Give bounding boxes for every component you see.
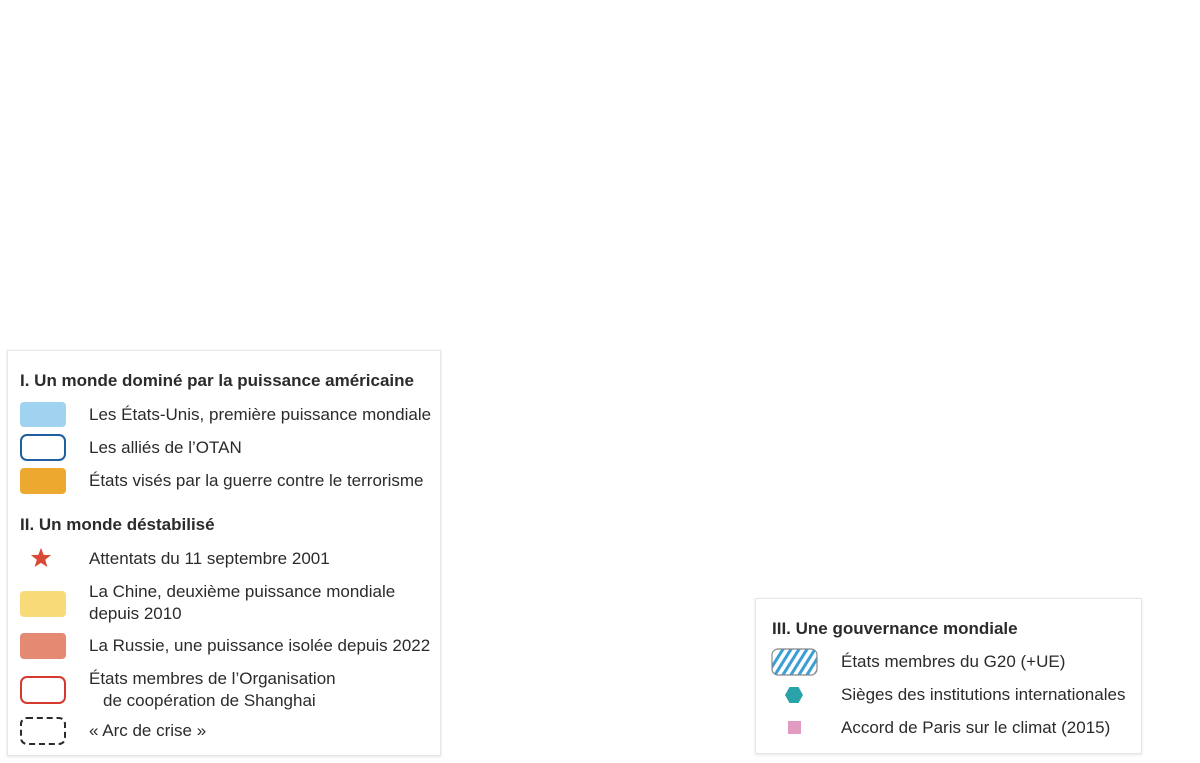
pink-square-icon xyxy=(788,721,801,734)
red-outline-swatch xyxy=(20,676,66,704)
legend-label-g20: États membres du G20 (+UE) xyxy=(841,652,1066,671)
legend-label-usa: Les États-Unis, première puissance mondiale xyxy=(89,405,432,424)
legend-panel-left xyxy=(7,350,441,756)
legend-label-sco-line1: États membres de l’Organisation xyxy=(89,669,336,688)
section-title-2: II. Un monde déstabilisé xyxy=(20,515,215,534)
yellow-fill-swatch xyxy=(20,591,66,617)
legend-label-sept11: Attentats du 11 septembre 2001 xyxy=(89,549,330,568)
blue-outline-swatch xyxy=(20,434,66,461)
orange-fill-swatch xyxy=(20,468,66,494)
legend-panel-right xyxy=(755,598,1142,754)
legend-label-arc: « Arc de crise » xyxy=(89,721,207,740)
red-star-icon xyxy=(30,547,52,569)
legend-label-terrorism: États visés par la guerre contre le terrorisme xyxy=(89,471,424,490)
dashed-outline-swatch xyxy=(20,717,66,745)
legend-label-institutions: Sièges des institutions internationales xyxy=(841,685,1126,704)
legend-label-china-line1: La Chine, deuxième puissance mondiale xyxy=(89,582,396,601)
section-title-3: III. Une gouvernance mondiale xyxy=(772,619,1018,638)
legend-label-china-line2: depuis 2010 xyxy=(89,604,182,623)
legend-label-paris: Accord de Paris sur le climat (2015) xyxy=(841,718,1111,737)
teal-hexagon-icon xyxy=(785,686,803,704)
light-blue-fill-swatch xyxy=(20,402,66,427)
blue-hatched-swatch xyxy=(771,648,818,676)
salmon-fill-swatch xyxy=(20,633,66,659)
legend-label-nato: Les alliés de l’OTAN xyxy=(89,438,242,457)
legend-label-russia: La Russie, une puissance isolée depuis 2022 xyxy=(89,636,431,655)
section-title-1: I. Un monde dominé par la puissance américaine xyxy=(20,371,414,390)
legend-label-sco-line2: de coopération de Shanghai xyxy=(103,691,316,710)
